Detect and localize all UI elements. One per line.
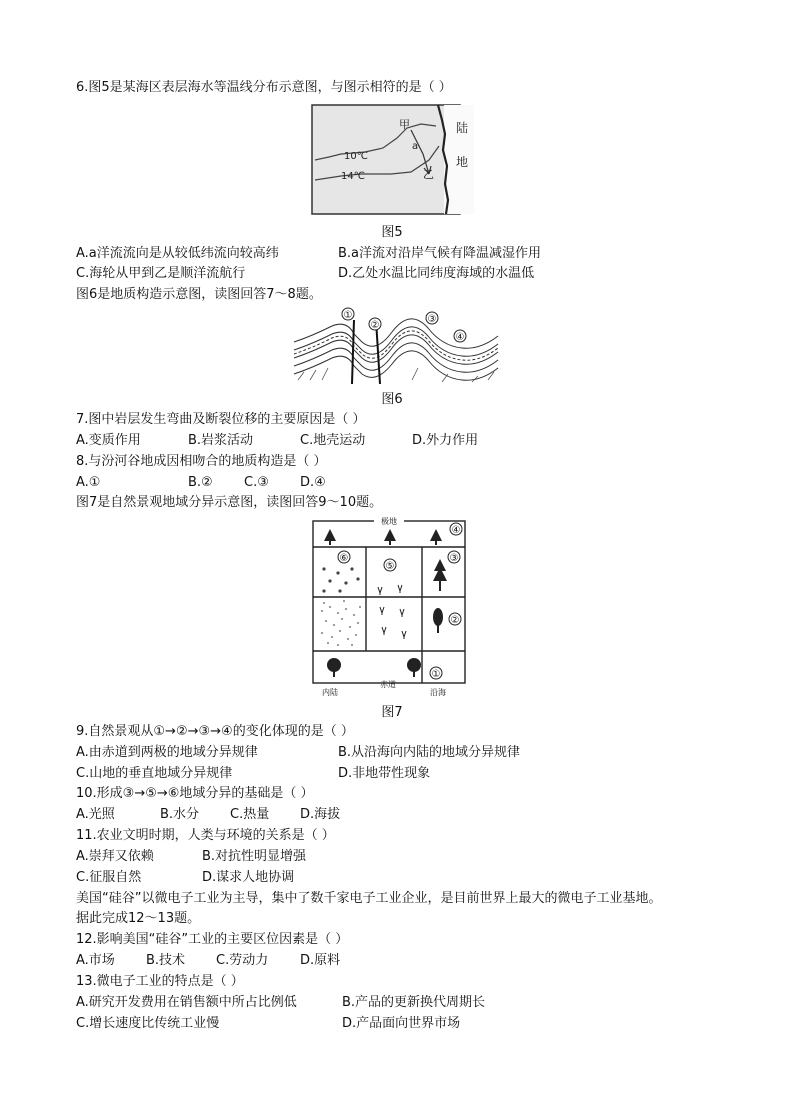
q11-option-c: C.征服自然	[76, 870, 142, 885]
q11-stem: 11.农业文明时期，人类与环境的关系是（ ）	[76, 828, 335, 843]
fig6-mark-4: ④	[455, 332, 465, 343]
q8-option-d: D.④	[300, 475, 326, 490]
q10-option-c: C.热量	[230, 807, 270, 822]
label-land-2: 地	[456, 155, 469, 169]
q12-option-d: D.原料	[300, 953, 341, 968]
q10-stem: 10.形成③→⑤→⑥地域分异的基础是（ ）	[76, 786, 314, 801]
fig7-mark-3: ③	[449, 553, 459, 564]
q9-stem: 9.自然景观从①→②→③→④的变化体现的是（ ）	[76, 724, 354, 739]
q6-stem: 6.图5是某海区表层海水等温线分布示意图，与图示相符的是（ ）	[76, 80, 452, 95]
q12-option-c: C.劳动力	[216, 953, 269, 968]
q11-option-b: B.对抗性明显增强	[202, 849, 307, 864]
fig7-label-polar: 极地	[381, 517, 397, 526]
q11-option-a: A.崇拜又依赖	[76, 849, 154, 864]
fig7-label-inland: 内陆	[322, 688, 338, 697]
fig7-mark-6: ⑥	[339, 553, 349, 564]
label-14c: 14℃	[341, 171, 365, 182]
q8-option-b: B.②	[188, 475, 213, 490]
fig6-mark-3: ③	[427, 314, 437, 325]
q13-stem: 13.微电子工业的特点是（ ）	[76, 974, 244, 989]
fig6-mark-2: ②	[370, 320, 380, 331]
passage-line-2: 据此完成12～13题。	[76, 911, 201, 926]
q9-option-b: B.从沿海向内陆的地域分异规律	[338, 745, 521, 760]
label-a: a	[412, 141, 419, 152]
figure-7-caption: 图7	[381, 705, 403, 720]
q7-stem: 7.图中岩层发生弯曲及断裂位移的主要原因是（ ）	[76, 412, 366, 427]
q13-option-a: A.研究开发费用在销售额中所占比例低	[76, 995, 297, 1010]
q6-option-c: C.海轮从甲到乙是顺洋流航行	[76, 266, 246, 281]
q7-option-a: A.变质作用	[76, 433, 141, 448]
q10-option-b: B.水分	[160, 807, 200, 822]
q9-option-a: A.由赤道到两极的地域分异规律	[76, 745, 258, 760]
label-land-1: 陆	[456, 121, 469, 135]
q6-option-a: A.a洋流流向是从较低纬流向较高纬	[76, 246, 279, 261]
q12-option-a: A.市场	[76, 953, 115, 968]
fig7-mark-2: ②	[450, 615, 460, 626]
figure-6-caption: 图6	[381, 392, 403, 407]
label-yi: 乙	[423, 168, 434, 181]
fig7-label-coast: 沿海	[430, 688, 446, 697]
q13-option-c: C.增长速度比传统工业慢	[76, 1016, 220, 1031]
q7-option-d: D.外力作用	[412, 433, 479, 448]
q9-option-c: C.山地的垂直地域分异规律	[76, 766, 233, 781]
q10-option-a: A.光照	[76, 807, 115, 822]
fig7-mark-1: ①	[431, 669, 441, 680]
fig6-mark-1: ①	[343, 310, 353, 321]
q6-option-b: B.a洋流对沿岸气候有降温减湿作用	[338, 246, 542, 261]
label-10c: 10℃	[344, 151, 368, 162]
label-jia: 甲	[399, 118, 410, 131]
intro-9-10: 图7是自然景观地域分异示意图，读图回答9～10题。	[76, 495, 383, 510]
q6-option-d: D.乙处水温比同纬度海域的水温低	[338, 266, 535, 281]
passage-line-1: 美国“硅谷”以微电子工业为主导，集中了数千家电子工业企业，是目前世界上最大的微电子工业基地。	[76, 891, 662, 906]
q12-option-b: B.技术	[146, 953, 186, 968]
q10-option-d: D.海拔	[300, 807, 341, 822]
q13-option-d: D.产品面向世界市场	[342, 1016, 461, 1031]
q12-stem: 12.影响美国“硅谷”工业的主要区位因素是（ ）	[76, 932, 349, 947]
figure-7-landscape-zonation	[310, 515, 468, 701]
fig7-mark-5: ⑤	[385, 561, 395, 572]
fig7-mark-4: ④	[451, 525, 461, 536]
fig7-label-equator: 赤道	[380, 680, 396, 689]
q9-option-d: D.非地带性现象	[338, 766, 431, 781]
intro-7-8: 图6是地质构造示意图，读图回答7～8题。	[76, 287, 322, 302]
q11-option-d: D.谋求人地协调	[202, 870, 295, 885]
q7-option-c: C.地壳运动	[300, 433, 366, 448]
q7-option-b: B.岩浆活动	[188, 433, 254, 448]
q8-option-c: C.③	[244, 475, 269, 490]
q8-stem: 8.与汾河谷地成因相吻合的地质构造是（ ）	[76, 454, 327, 469]
q8-option-a: A.①	[76, 475, 101, 490]
q13-option-b: B.产品的更新换代周期长	[342, 995, 486, 1010]
figure-5-caption: 图5	[381, 225, 403, 240]
figure-6-geologic-structure	[292, 306, 500, 386]
figure-5-isotherm-map	[311, 104, 475, 216]
